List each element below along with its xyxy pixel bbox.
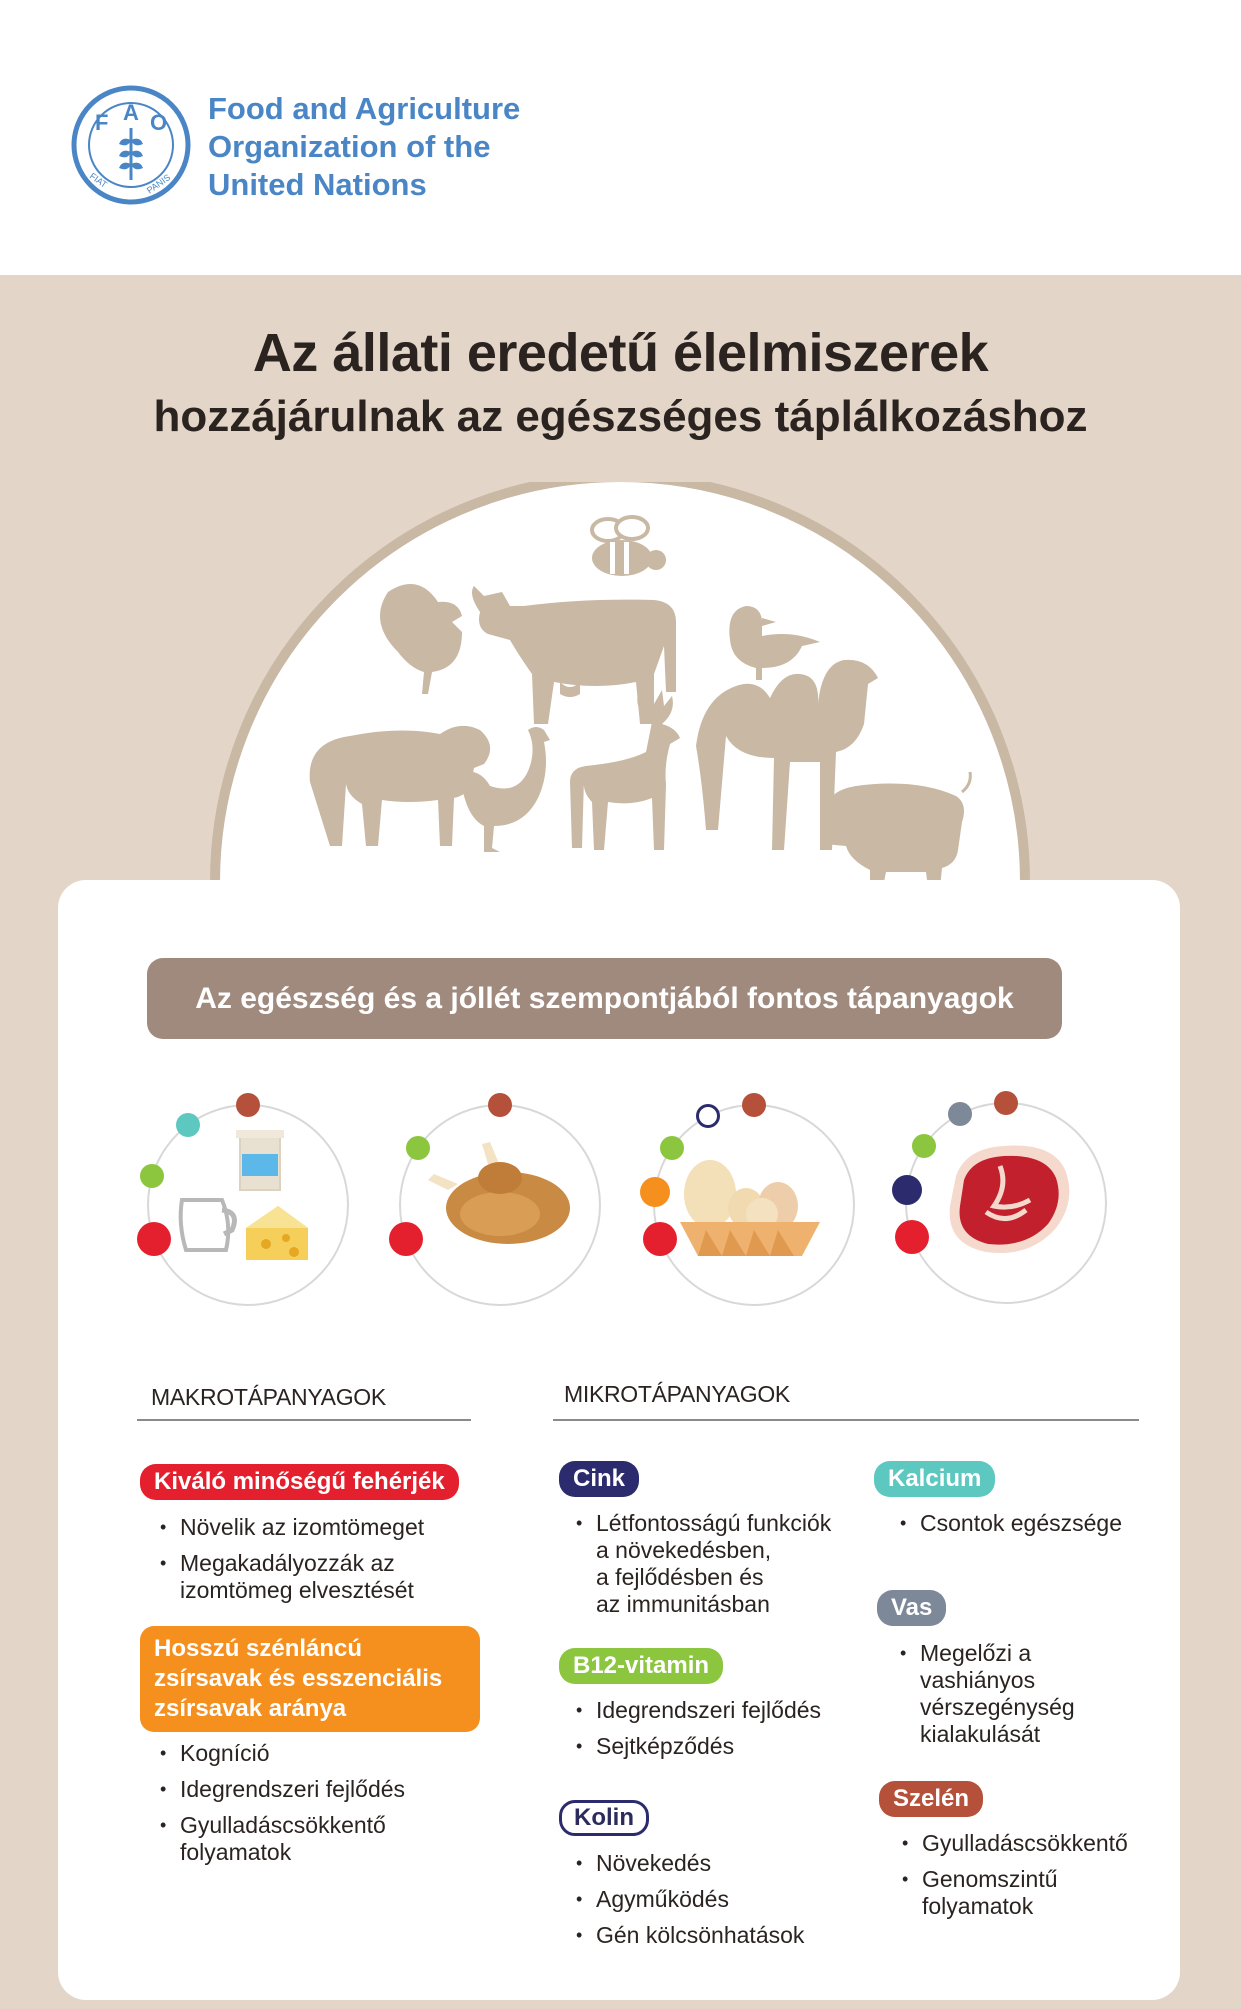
roast-chicken-icon (428, 1142, 570, 1244)
nutrient-dot (912, 1134, 936, 1158)
logo-letter: A (123, 100, 139, 125)
svg-text:FIAT: FIAT (87, 170, 109, 190)
page-subtitle: hozzájárulnak az egészséges táplálkozáshoz (153, 392, 1088, 441)
meat-icon (950, 1146, 1070, 1253)
list-item: • Növekedés (576, 1850, 804, 1877)
nutrient-dot (176, 1113, 200, 1137)
list-item: • Gyulladáscsökkentő folyamatok (160, 1812, 405, 1866)
zinc-label: Cink (559, 1461, 639, 1497)
org-name-line: Organization of the (208, 129, 491, 164)
food-dairy (136, 1098, 356, 1328)
list-item: • Sejtképződés (576, 1733, 821, 1760)
svg-text:PANIS: PANIS (144, 172, 173, 196)
fao-logo-icon (70, 84, 192, 206)
iron-label: Vas (877, 1590, 946, 1626)
nutrient-dot (488, 1093, 512, 1117)
list-item: • Létfontosságú funkciók a növekedésben, a fejlődésben és az immunitásban (576, 1510, 831, 1618)
list-item: • Növelik az izomtömeget (160, 1514, 424, 1541)
nutrient-dot (660, 1136, 684, 1160)
micro-divider (553, 1419, 1139, 1421)
choline-label: Kolin (559, 1800, 649, 1836)
list-item: • Idegrendszeri fejlődés (160, 1776, 405, 1803)
nutrient-dot (389, 1222, 423, 1256)
animals-arc (210, 482, 1030, 902)
zinc-list (576, 1510, 831, 1627)
calcium-list (900, 1510, 1122, 1546)
org-name-line: Food and Agriculture (208, 91, 521, 126)
nutrient-dot (696, 1104, 720, 1128)
list-item: • Megakadályozzák az izomtömeg elvesztését (160, 1550, 424, 1604)
food-eggs (642, 1098, 862, 1328)
choline-list (576, 1850, 804, 1958)
nutrient-dot (948, 1102, 972, 1126)
org-name (208, 90, 520, 204)
nutrient-dot (406, 1136, 430, 1160)
food-meat (894, 1096, 1114, 1326)
protein-list (160, 1514, 424, 1613)
list-item: • Csontok egészsége (900, 1510, 1122, 1537)
nutrient-dot (742, 1093, 766, 1117)
protein-label: Kiváló minőségű fehérjék (140, 1464, 459, 1500)
list-item: • Gén kölcsönhatások (576, 1922, 804, 1949)
micro-heading: MIKROTÁPANYAGOK (564, 1381, 790, 1407)
list-item: • Kogníció (160, 1740, 405, 1767)
eggs-icon (680, 1160, 820, 1256)
header (0, 0, 1241, 275)
org-name-line: United Nations (208, 167, 427, 202)
iron-list (900, 1640, 1075, 1757)
food-poultry (388, 1098, 608, 1328)
logo-letter: F (95, 110, 109, 135)
macro-heading: MAKROTÁPANYAGOK (151, 1384, 386, 1410)
list-item: • Gyulladáscsökkentő (902, 1830, 1128, 1857)
nutrient-dot (895, 1220, 929, 1254)
b12-label: B12-vitamin (559, 1648, 723, 1684)
nutrient-dot (640, 1177, 670, 1207)
logo-letter: O (150, 110, 168, 135)
page-title: Az állati eredetű élelmiszerek (252, 323, 989, 383)
nutrient-dot (643, 1222, 677, 1256)
nutrient-dot (994, 1091, 1018, 1115)
list-item: • Agyműködés (576, 1886, 804, 1913)
fatty-acids-label: Hosszú szénláncú zsírsavak és esszenciális zsírsavak aránya (140, 1626, 480, 1732)
nutrient-dot (137, 1222, 171, 1256)
list-item: • Megelőzi a vashiányos vérszegénység kialakulását (900, 1640, 1075, 1748)
nutrient-dot (236, 1093, 260, 1117)
nutrient-dot (892, 1175, 922, 1205)
nutrients-banner: Az egészség és a jóllét szempontjából fontos tápanyagok (147, 958, 1062, 1039)
list-item: • Idegrendszeri fejlődés (576, 1697, 821, 1724)
dairy-icon (181, 1130, 308, 1260)
selenium-label: Szelén (879, 1781, 983, 1817)
selenium-list (902, 1830, 1128, 1929)
calcium-label: Kalcium (874, 1461, 995, 1497)
b12-list (576, 1697, 821, 1769)
list-item: • Genomszintű folyamatok (902, 1866, 1128, 1920)
fatty-acids-list (160, 1740, 405, 1875)
macro-divider (137, 1419, 471, 1421)
